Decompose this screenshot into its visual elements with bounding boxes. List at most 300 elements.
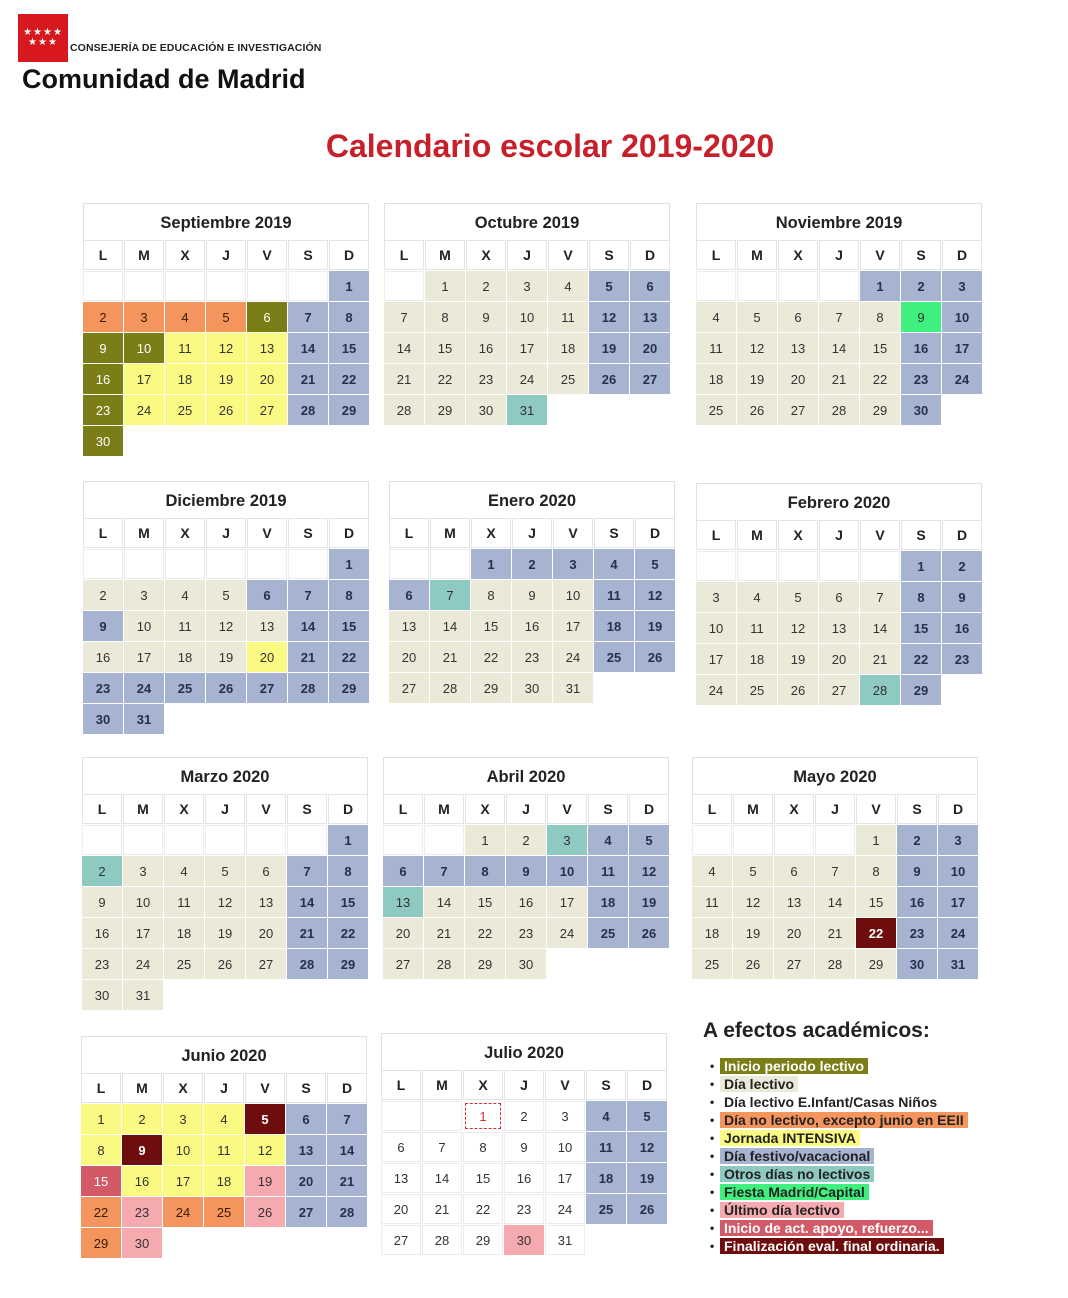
day-cell: 14 (287, 887, 327, 917)
empty-cell (206, 271, 246, 301)
day-cell: 16 (122, 1166, 162, 1196)
day-cell: 3 (938, 825, 978, 855)
empty-cell (83, 271, 123, 301)
day-cell: 13 (778, 333, 818, 363)
day-cell: 13 (389, 611, 429, 641)
day-cell: 8 (329, 580, 369, 610)
day-cell: 4 (164, 856, 204, 886)
day-cell: 6 (286, 1104, 326, 1134)
empty-cell (430, 549, 470, 579)
empty-cell (124, 271, 164, 301)
day-cell: 30 (512, 673, 552, 703)
weekday-header: V (860, 520, 900, 550)
day-cell: 23 (504, 1194, 544, 1224)
day-cell: 22 (425, 364, 465, 394)
weekday-header: D (329, 240, 369, 270)
weekday-header: J (504, 1070, 544, 1100)
day-cell: 2 (506, 825, 546, 855)
legend-item-final (710, 1237, 968, 1255)
day-cell: 12 (206, 333, 246, 363)
empty-cell (384, 271, 424, 301)
day-cell: 22 (860, 364, 900, 394)
day-cell: 11 (165, 333, 205, 363)
day-cell: 31 (938, 949, 978, 979)
weekday-header: X (471, 518, 511, 548)
day-cell: 27 (247, 673, 287, 703)
weekday-header: L (389, 518, 429, 548)
day-cell: 20 (389, 642, 429, 672)
day-cell: 14 (430, 611, 470, 641)
month-title: Marzo 2020 (82, 757, 368, 794)
day-cell: 25 (692, 949, 732, 979)
day-cell: 6 (247, 302, 287, 332)
day-cell: 21 (860, 644, 900, 674)
weekday-header: J (205, 794, 245, 824)
day-cell: 30 (122, 1228, 162, 1258)
day-cell: 17 (545, 1163, 585, 1193)
day-cell: 16 (901, 333, 941, 363)
empty-cell (288, 271, 328, 301)
day-cell: 29 (463, 1225, 503, 1255)
weekday-header: D (328, 794, 368, 824)
bullet-icon: • (710, 1185, 715, 1199)
empty-cell (778, 551, 818, 581)
weekday-header: L (692, 794, 732, 824)
day-cell: 3 (942, 271, 982, 301)
day-cell: 8 (901, 582, 941, 612)
day-cell: 17 (124, 642, 164, 672)
month-grid (696, 520, 982, 705)
day-cell: 5 (627, 1101, 667, 1131)
day-cell: 24 (547, 918, 587, 948)
day-cell: 29 (425, 395, 465, 425)
day-cell: 26 (206, 673, 246, 703)
weekday-header: M (123, 794, 163, 824)
day-cell: 21 (819, 364, 859, 394)
day-cell: 22 (465, 918, 505, 948)
bullet-icon: • (710, 1203, 715, 1217)
day-cell: 31 (123, 980, 163, 1010)
weekday-header: D (938, 794, 978, 824)
day-cell: 12 (245, 1135, 285, 1165)
month-10 (381, 1033, 667, 1255)
weekday-header: M (424, 794, 464, 824)
day-cell: 21 (815, 918, 855, 948)
day-cell: 18 (204, 1166, 244, 1196)
day-cell: 22 (856, 918, 896, 948)
day-cell: 1 (329, 271, 369, 301)
day-cell: 16 (83, 642, 123, 672)
empty-cell (83, 549, 123, 579)
month-title: Enero 2020 (389, 481, 675, 518)
weekday-header: S (588, 794, 628, 824)
day-cell: 23 (901, 364, 941, 394)
empty-cell (696, 551, 736, 581)
day-cell: 14 (815, 887, 855, 917)
day-cell: 5 (629, 825, 669, 855)
day-cell: 6 (389, 580, 429, 610)
month-4 (389, 481, 675, 703)
consejeria-label: CONSEJERÍA DE EDUCACIÓN E INVESTIGACIÓN (70, 42, 322, 54)
legend (710, 1057, 968, 1255)
day-cell: 5 (206, 302, 246, 332)
day-cell: 18 (692, 918, 732, 948)
day-cell: 26 (733, 949, 773, 979)
empty-cell (422, 1101, 462, 1131)
empty-cell (124, 549, 164, 579)
weekday-header: M (733, 794, 773, 824)
weekday-header: D (635, 518, 675, 548)
day-cell: 28 (424, 949, 464, 979)
month-title: Septiembre 2019 (83, 203, 369, 240)
day-cell: 21 (288, 364, 328, 394)
day-cell: 16 (506, 887, 546, 917)
day-cell: 10 (123, 887, 163, 917)
day-cell: 24 (124, 395, 164, 425)
day-cell: 20 (286, 1166, 326, 1196)
day-cell: 24 (938, 918, 978, 948)
madrid-flag-logo (18, 14, 68, 62)
day-cell: 17 (942, 333, 982, 363)
legend-item-infant (710, 1093, 968, 1111)
day-cell: 20 (381, 1194, 421, 1224)
day-cell: 24 (553, 642, 593, 672)
day-cell: 16 (83, 364, 123, 394)
day-cell: 1 (856, 825, 896, 855)
day-cell: 5 (778, 582, 818, 612)
day-cell: 15 (328, 887, 368, 917)
day-cell: 31 (507, 395, 547, 425)
day-cell: 7 (327, 1104, 367, 1134)
legend-item-nolect (710, 1111, 968, 1129)
day-cell: 9 (122, 1135, 162, 1165)
day-cell: 29 (860, 395, 900, 425)
day-cell: 23 (466, 364, 506, 394)
day-cell: 25 (594, 642, 634, 672)
day-cell: 27 (819, 675, 859, 705)
day-cell: 11 (588, 856, 628, 886)
day-cell: 28 (384, 395, 424, 425)
day-cell: 9 (942, 582, 982, 612)
month-title: Noviembre 2019 (696, 203, 982, 240)
weekday-header: V (246, 794, 286, 824)
day-cell: 1 (465, 825, 505, 855)
day-cell: 15 (81, 1166, 121, 1196)
day-cell: 29 (81, 1228, 121, 1258)
day-cell: 5 (589, 271, 629, 301)
legend-label: Otros días no lectivos (720, 1166, 874, 1182)
day-cell: 1 (860, 271, 900, 301)
month-title: Junio 2020 (81, 1036, 367, 1073)
day-cell: 31 (553, 673, 593, 703)
month-7 (383, 757, 669, 979)
day-cell: 16 (504, 1163, 544, 1193)
day-cell: 27 (286, 1197, 326, 1227)
day-cell: 26 (205, 949, 245, 979)
day-cell: 16 (942, 613, 982, 643)
day-cell: 21 (384, 364, 424, 394)
weekday-header: L (83, 240, 123, 270)
day-cell: 20 (774, 918, 814, 948)
day-cell: 28 (288, 673, 328, 703)
day-cell: 29 (329, 673, 369, 703)
day-cell: 14 (327, 1135, 367, 1165)
day-cell: 13 (383, 887, 423, 917)
day-cell: 6 (247, 580, 287, 610)
day-cell: 3 (507, 271, 547, 301)
day-cell: 7 (384, 302, 424, 332)
day-cell: 18 (588, 887, 628, 917)
day-cell: 8 (465, 856, 505, 886)
day-cell: 11 (164, 887, 204, 917)
day-cell: 18 (696, 364, 736, 394)
day-cell: 8 (471, 580, 511, 610)
weekday-header: D (942, 520, 982, 550)
day-cell: 10 (547, 856, 587, 886)
day-cell: 14 (288, 333, 328, 363)
day-cell: 23 (83, 395, 123, 425)
day-cell: 9 (901, 302, 941, 332)
day-cell: 12 (629, 856, 669, 886)
day-cell: 26 (629, 918, 669, 948)
day-cell: 22 (328, 918, 368, 948)
weekday-header: X (774, 794, 814, 824)
day-cell: 21 (422, 1194, 462, 1224)
weekday-header: J (206, 240, 246, 270)
day-cell: 25 (588, 918, 628, 948)
day-cell: 7 (860, 582, 900, 612)
empty-cell (123, 825, 163, 855)
day-cell: 13 (381, 1163, 421, 1193)
day-cell: 17 (547, 887, 587, 917)
day-cell: 29 (856, 949, 896, 979)
day-cell: 15 (860, 333, 900, 363)
empty-cell (383, 825, 423, 855)
weekday-header: J (512, 518, 552, 548)
day-cell: 26 (206, 395, 246, 425)
weekday-header: D (630, 240, 670, 270)
day-cell: 18 (165, 364, 205, 394)
empty-cell (246, 825, 286, 855)
legend-title: A efectos académicos: (703, 1019, 930, 1042)
legend-label: Día festivo/vacacional (720, 1148, 874, 1164)
weekday-header: S (586, 1070, 626, 1100)
weekday-header: L (696, 240, 736, 270)
month-2 (696, 203, 982, 425)
day-cell: 13 (246, 887, 286, 917)
day-cell: 1 (328, 825, 368, 855)
day-cell: 5 (206, 580, 246, 610)
day-cell: 8 (425, 302, 465, 332)
day-cell: 8 (463, 1132, 503, 1162)
empty-cell (696, 271, 736, 301)
weekday-header: J (506, 794, 546, 824)
day-cell: 4 (165, 580, 205, 610)
day-cell: 29 (329, 395, 369, 425)
day-cell: 29 (465, 949, 505, 979)
day-cell: 29 (328, 949, 368, 979)
day-cell: 23 (83, 673, 123, 703)
day-cell: 23 (942, 644, 982, 674)
day-cell: 13 (286, 1135, 326, 1165)
day-cell: 8 (81, 1135, 121, 1165)
weekday-header: J (507, 240, 547, 270)
day-cell: 23 (82, 949, 122, 979)
month-title: Julio 2020 (381, 1033, 667, 1070)
weekday-header: X (778, 520, 818, 550)
day-cell: 24 (696, 675, 736, 705)
month-title: Diciembre 2019 (83, 481, 369, 518)
day-cell: 28 (288, 395, 328, 425)
day-cell: 6 (381, 1132, 421, 1162)
weekday-header: X (465, 794, 505, 824)
day-cell: 15 (471, 611, 511, 641)
bullet-icon: • (710, 1113, 715, 1127)
day-cell: 14 (422, 1163, 462, 1193)
day-cell: 11 (737, 613, 777, 643)
day-cell: 19 (205, 918, 245, 948)
empty-cell (424, 825, 464, 855)
day-cell: 1 (463, 1101, 503, 1131)
day-cell: 24 (942, 364, 982, 394)
empty-cell (692, 825, 732, 855)
bullet-icon: • (710, 1167, 715, 1181)
day-cell: 10 (124, 333, 164, 363)
weekday-header: M (430, 518, 470, 548)
day-cell: 18 (586, 1163, 626, 1193)
day-cell: 30 (897, 949, 937, 979)
day-cell: 27 (383, 949, 423, 979)
day-cell: 2 (512, 549, 552, 579)
day-cell: 5 (635, 549, 675, 579)
day-cell: 12 (778, 613, 818, 643)
day-cell: 20 (630, 333, 670, 363)
weekday-header: S (901, 520, 941, 550)
day-cell: 19 (635, 611, 675, 641)
weekday-header: X (463, 1070, 503, 1100)
day-cell: 20 (247, 642, 287, 672)
day-cell: 21 (288, 642, 328, 672)
day-cell: 9 (83, 611, 123, 641)
day-cell: 8 (860, 302, 900, 332)
empty-cell (389, 549, 429, 579)
day-cell: 23 (512, 642, 552, 672)
day-cell: 19 (589, 333, 629, 363)
day-cell: 11 (548, 302, 588, 332)
day-cell: 30 (82, 980, 122, 1010)
day-cell: 19 (778, 644, 818, 674)
day-cell: 24 (545, 1194, 585, 1224)
weekday-header: J (204, 1073, 244, 1103)
day-cell: 17 (696, 644, 736, 674)
empty-cell (205, 825, 245, 855)
month-9 (81, 1036, 367, 1258)
weekday-header: M (124, 240, 164, 270)
empty-cell (164, 825, 204, 855)
day-cell: 3 (696, 582, 736, 612)
day-cell: 1 (81, 1104, 121, 1134)
day-cell: 4 (165, 302, 205, 332)
day-cell: 8 (856, 856, 896, 886)
day-cell: 11 (204, 1135, 244, 1165)
month-grid (389, 518, 675, 703)
day-cell: 10 (124, 611, 164, 641)
weekday-header: L (83, 518, 123, 548)
legend-item-ultimo (710, 1201, 968, 1219)
day-cell: 13 (630, 302, 670, 332)
day-cell: 3 (553, 549, 593, 579)
month-grid (83, 518, 369, 734)
legend-item-inicio (710, 1057, 968, 1075)
day-cell: 2 (83, 302, 123, 332)
weekday-header: J (815, 794, 855, 824)
day-cell: 27 (246, 949, 286, 979)
month-grid (384, 240, 670, 425)
day-cell: 12 (589, 302, 629, 332)
weekday-header: S (286, 1073, 326, 1103)
day-cell: 30 (83, 426, 123, 456)
month-5 (696, 483, 982, 705)
weekday-header: M (124, 518, 164, 548)
day-cell: 19 (245, 1166, 285, 1196)
day-cell: 19 (206, 364, 246, 394)
empty-cell (165, 549, 205, 579)
empty-cell (288, 549, 328, 579)
empty-cell (815, 825, 855, 855)
weekday-header: M (422, 1070, 462, 1100)
day-cell: 6 (383, 856, 423, 886)
day-cell: 2 (504, 1101, 544, 1131)
day-cell: 23 (122, 1197, 162, 1227)
empty-cell (247, 549, 287, 579)
day-cell: 15 (425, 333, 465, 363)
empty-cell (206, 549, 246, 579)
day-cell: 6 (819, 582, 859, 612)
month-grid (381, 1070, 667, 1255)
day-cell: 3 (163, 1104, 203, 1134)
day-cell: 24 (507, 364, 547, 394)
day-cell: 18 (594, 611, 634, 641)
day-cell: 30 (504, 1225, 544, 1255)
day-cell: 9 (506, 856, 546, 886)
day-cell: 25 (165, 673, 205, 703)
weekday-header: D (327, 1073, 367, 1103)
day-cell: 15 (463, 1163, 503, 1193)
day-cell: 30 (466, 395, 506, 425)
weekday-header: D (629, 794, 669, 824)
day-cell: 12 (733, 887, 773, 917)
legend-label: Fiesta Madrid/Capital (720, 1184, 869, 1200)
day-cell: 25 (164, 949, 204, 979)
day-cell: 18 (548, 333, 588, 363)
month-grid (82, 794, 368, 1010)
day-cell: 5 (733, 856, 773, 886)
month-grid (383, 794, 669, 979)
day-cell: 18 (164, 918, 204, 948)
weekday-header: S (594, 518, 634, 548)
day-cell: 16 (466, 333, 506, 363)
day-cell: 6 (778, 302, 818, 332)
bullet-icon: • (710, 1149, 715, 1163)
day-cell: 3 (123, 856, 163, 886)
day-cell: 25 (548, 364, 588, 394)
legend-item-festivo (710, 1147, 968, 1165)
day-cell: 24 (123, 949, 163, 979)
weekday-header: J (819, 240, 859, 270)
day-cell: 17 (553, 611, 593, 641)
day-cell: 23 (506, 918, 546, 948)
day-cell: 2 (83, 580, 123, 610)
